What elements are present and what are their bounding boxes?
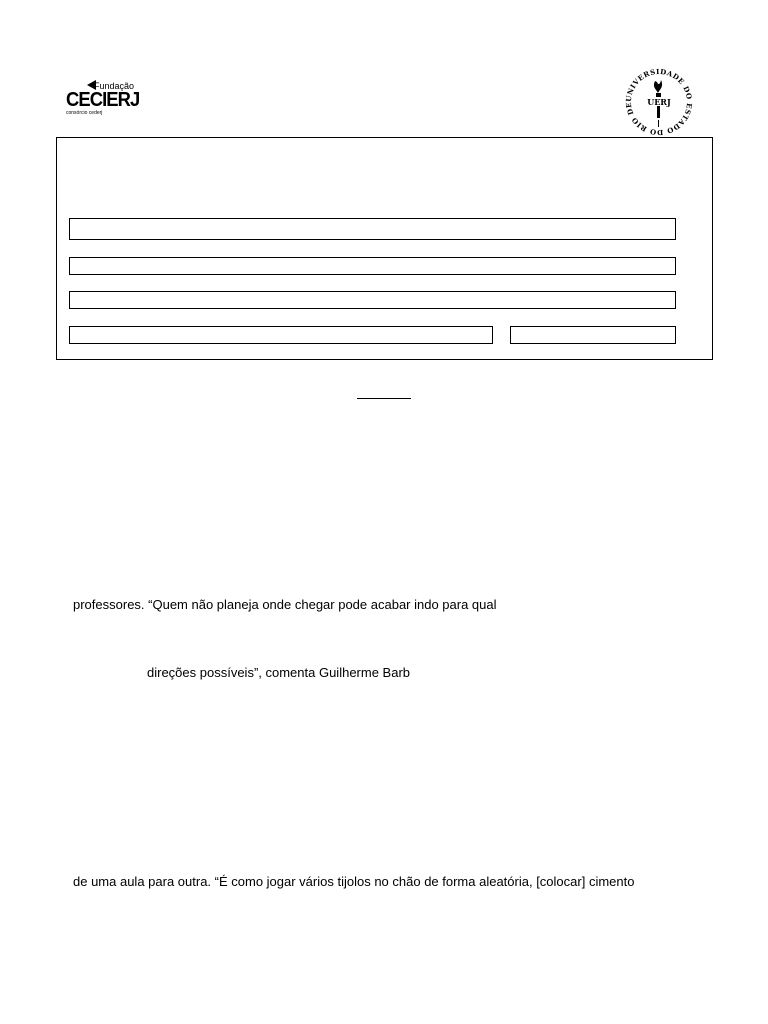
cecierj-logo-sub: consórcio cederj — [66, 110, 103, 116]
uerj-label: UERJ — [647, 97, 671, 107]
uerj-seal-icon — [622, 67, 696, 137]
form-field-1[interactable] — [69, 218, 676, 240]
uerj-seal — [622, 67, 696, 137]
body-text-line-1: professores. “Quem não planeja onde chegar pode acabar indo para qual — [73, 597, 497, 612]
body-text-line-2: direções possíveis”, comenta Guilherme Barb — [147, 665, 411, 680]
form-field-4[interactable] — [69, 326, 493, 344]
form-field-3[interactable] — [69, 291, 676, 309]
uerj-ring-text: UNIVERSIDADE DO ESTADO DO RIO DE — [623, 67, 695, 137]
cecierj-logo-name: CECIERJ — [66, 89, 140, 111]
cecierj-logo-fundacao: Fundação — [94, 81, 135, 91]
form-field-2[interactable] — [69, 257, 676, 275]
cecierj-logo — [64, 78, 144, 120]
form-field-5[interactable] — [510, 326, 676, 344]
header-form-frame — [56, 137, 713, 360]
body-text-line-3: de uma aula para outra. “É como jogar vários tijolos no chão de forma aleatória, [colocar] cimento — [73, 874, 635, 889]
title-underline — [357, 398, 411, 399]
